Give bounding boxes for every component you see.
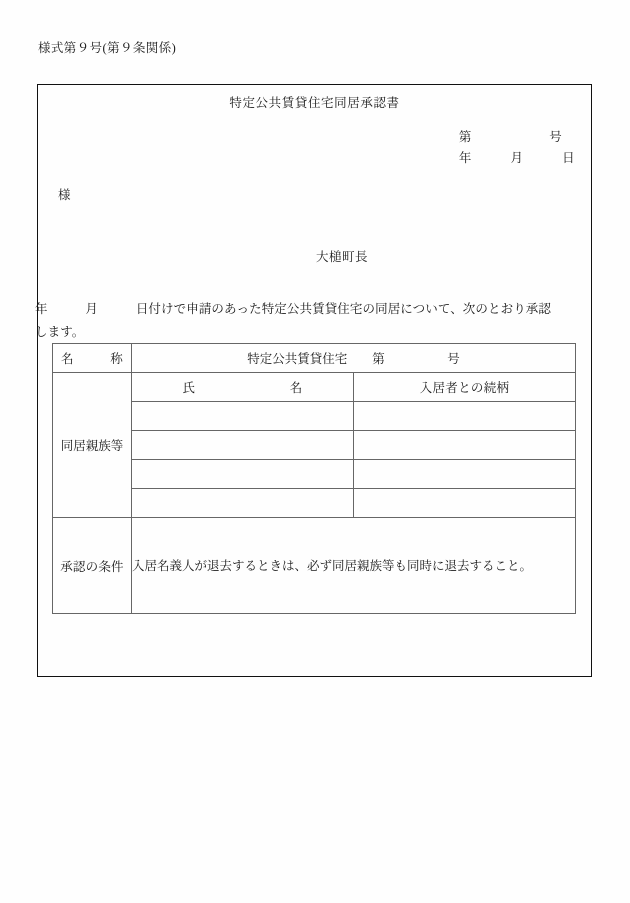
cohabitant-relationship-cell-2[interactable] <box>354 431 576 460</box>
column-header-name <box>132 373 354 402</box>
table-row-column-headers <box>53 373 576 402</box>
addressee-honorific: 様 <box>58 188 71 202</box>
cohabitant-name-cell-4[interactable] <box>132 489 354 518</box>
name-label-char-1: 名 <box>61 352 111 366</box>
cohabitant-relationship-cell-3[interactable] <box>354 460 576 489</box>
column-header-relationship: 入居者との続柄 <box>354 373 576 402</box>
name-row-label-cell <box>53 344 132 373</box>
table-row <box>53 402 576 431</box>
name-row-label <box>61 349 123 367</box>
issuer-name: 大槌町長 <box>315 250 368 264</box>
table-row <box>53 460 576 489</box>
name-col-char-2: 名 <box>289 381 303 395</box>
conditions-label: 承認の条件 <box>53 518 132 614</box>
document-frame <box>37 84 592 677</box>
application-date-blank: 年 月 <box>35 302 136 316</box>
cohabitant-name-cell-2[interactable] <box>132 431 354 460</box>
table-row-conditions <box>53 518 576 614</box>
table-row <box>53 431 576 460</box>
conditions-text: 入居名義人が退去するときは、必ず同居親族等も同時に退去すること。 <box>132 518 576 614</box>
body-sentence-end: します。 <box>35 325 85 339</box>
name-row-value: 特定公共賃貸住宅 第 号 <box>132 344 576 373</box>
body-paragraph <box>35 298 601 344</box>
name-col-char-1: 氏 <box>182 381 290 395</box>
cohabitant-name-cell-3[interactable] <box>132 460 354 489</box>
approval-table <box>52 343 576 614</box>
cohabitants-label-cell <box>53 373 132 518</box>
cohabitant-relationship-cell-4[interactable] <box>354 489 576 518</box>
cohabitant-name-cell-1[interactable] <box>132 402 354 431</box>
table-row <box>53 489 576 518</box>
cohabitant-relationship-cell-1[interactable] <box>354 402 576 431</box>
name-label-char-2: 称 <box>110 352 123 366</box>
reference-meta-block <box>459 127 575 169</box>
cohabitants-label: 同居親族等 <box>60 439 124 453</box>
form-number-label: 様式第９号(第９条関係) <box>38 41 177 55</box>
body-sentence: 日付けで申請のあった特定公共賃貸住宅の同居について、次のとおり承認 <box>135 302 551 316</box>
issue-date-line: 年 月 日 <box>458 151 575 165</box>
reference-number-line: 第 号 <box>458 130 563 144</box>
document-title: 特定公共賃貸住宅同居承認書 <box>229 96 400 110</box>
column-header-name-text <box>183 378 303 396</box>
table-row-name <box>53 344 576 373</box>
